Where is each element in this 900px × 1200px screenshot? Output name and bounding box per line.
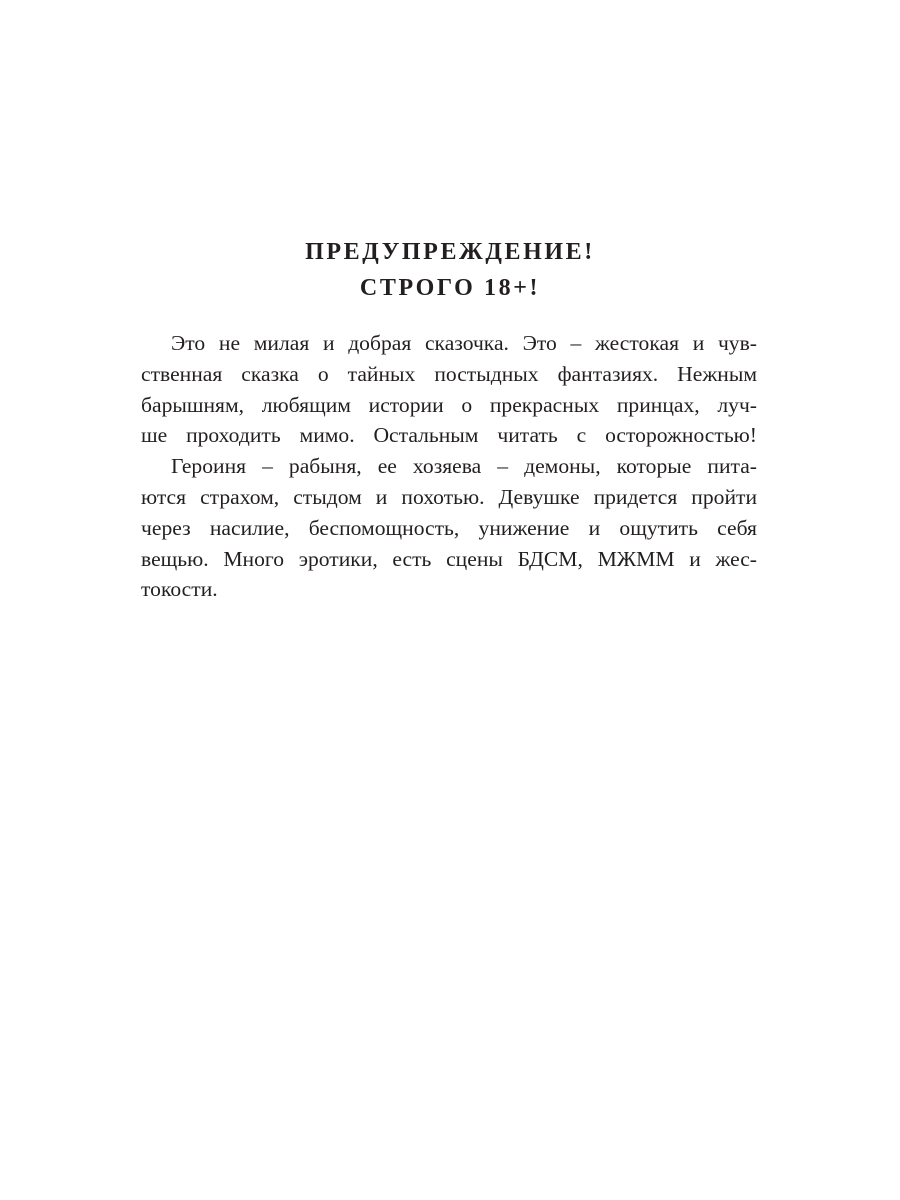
paragraph-1 <box>141 328 757 451</box>
text-line: ше проходить мимо. Остальным читать с осторожностью! <box>141 423 757 448</box>
paragraph-2 <box>141 451 757 605</box>
text-line: ются страхом, стыдом и похотью. Девушке придется пройти <box>141 484 757 509</box>
text-line: ственная сказка о тайных постыдных фантазиях. Нежным <box>141 361 757 386</box>
text-line: вещью. Много эротики, есть сцены БДСМ, МЖММ и жес- <box>141 546 757 571</box>
text-line: барышням, любящим истории о прекрасных принцах, луч- <box>141 392 757 417</box>
text-line: Это не милая и добрая сказочка. Это – жестокая и чув- <box>171 331 757 355</box>
warning-title: ПРЕДУПРЕЖДЕНИЕ! <box>305 239 595 265</box>
warning-text <box>141 328 757 605</box>
text-line: через насилие, беспомощность, унижение и ощутить себя <box>141 515 757 540</box>
text-line: Героиня – рабыня, ее хозяева – демоны, которые пита- <box>171 454 757 479</box>
warning-heading <box>0 234 900 306</box>
text-line: токости. <box>141 577 218 602</box>
age-rating: СТРОГО 18+! <box>359 275 541 301</box>
